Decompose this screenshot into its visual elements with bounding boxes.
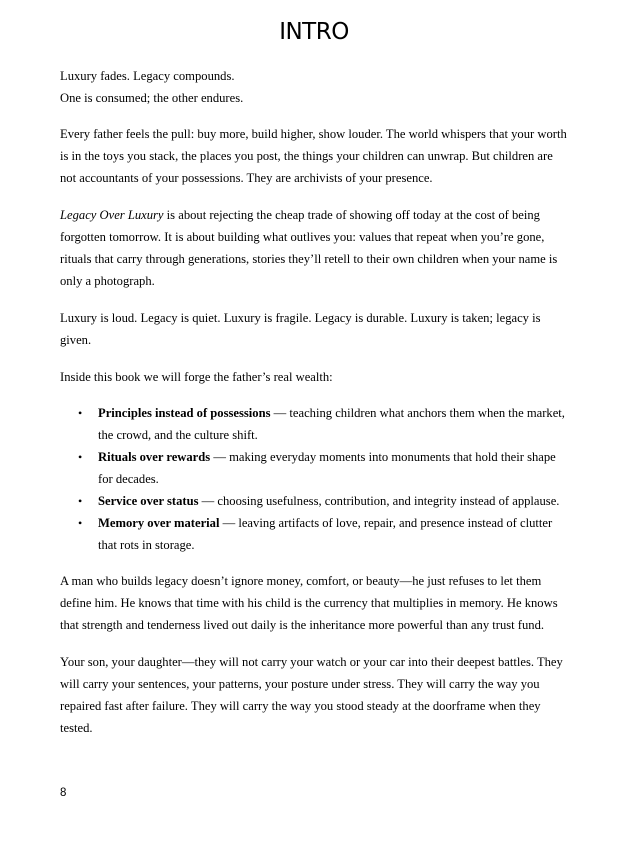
bullet-icon: • bbox=[78, 494, 83, 508]
list-item bbox=[60, 402, 570, 446]
bullet-icon: • bbox=[78, 406, 83, 420]
page-number: 8 bbox=[60, 787, 67, 799]
list-item-bold: Principles instead of possessions bbox=[98, 406, 271, 420]
bullet-icon: • bbox=[78, 516, 83, 530]
list-item bbox=[60, 512, 570, 556]
page-title: INTRO bbox=[279, 19, 349, 45]
body-text bbox=[60, 65, 570, 754]
list-item-bold: Memory over material bbox=[98, 516, 220, 530]
paragraph-pull: Every father feels the pull: buy more, build higher, show louder. The world whispers that your worth is in the toys you stack, the places you post, the things your children can unwrap. But children are not accountants of your possessions. They are archivists of your presence. bbox=[60, 127, 567, 185]
list-item-text: — leaving artifacts of love, repair, and presence instead of clutter that rots in storage. bbox=[98, 516, 553, 552]
list-item-bold: Rituals over rewards bbox=[98, 450, 211, 464]
list-item bbox=[60, 490, 570, 512]
list-item-text: — choosing usefulness, contribution, and integrity instead of applause. bbox=[198, 494, 560, 508]
opening-line-1: Luxury fades. Legacy compounds. bbox=[60, 69, 235, 83]
paragraph-son-daughter: Your son, your daughter—they will not carry your watch or your car into their deepest battles. They will carry your sentences, your patterns, your posture under stress. They will carry the way you repaired fast after failure. They will carry the way you stood steady at the doorframe when they tested. bbox=[60, 655, 563, 735]
bullet-icon: • bbox=[78, 450, 83, 464]
book-title-italic: Legacy Over Luxury bbox=[60, 208, 164, 222]
list-item-text: — teaching children what anchors them when the market, the crowd, and the culture shift. bbox=[98, 406, 565, 442]
paragraph-book-purpose bbox=[60, 204, 570, 292]
opening-paragraph bbox=[60, 65, 570, 109]
opening-line-2: One is consumed; the other endures. bbox=[60, 91, 244, 105]
paragraph-man-legacy: A man who builds legacy doesn’t ignore money, comfort, or beauty—he just refuses to let them define him. He knows that time with his child is the currency that multiplies in memory. He knows that strength and tenderness lived out daily is the inheritance more powerful than any trust fund. bbox=[60, 574, 558, 632]
list-item bbox=[60, 446, 570, 490]
paragraph-inside-book: Inside this book we will forge the father’s real wealth: bbox=[60, 370, 333, 384]
list-item-bold: Service over status bbox=[98, 494, 199, 508]
paragraph-book-purpose-text: is about rejecting the cheap trade of showing off today at the cost of being forgotten tomorrow. It is about building what outlives you: values that repeat when you’re gone, rituals that carry through generations, stories they’ll retell to their own children when your name is only a photograph. bbox=[60, 208, 558, 288]
list-item-text: — making everyday moments into monuments that hold their shape for decades. bbox=[98, 450, 556, 486]
wealth-bullet-list bbox=[60, 402, 570, 556]
paragraph-loud-quiet: Luxury is loud. Legacy is quiet. Luxury is fragile. Legacy is durable. Luxury is taken; legacy is given. bbox=[60, 311, 541, 347]
